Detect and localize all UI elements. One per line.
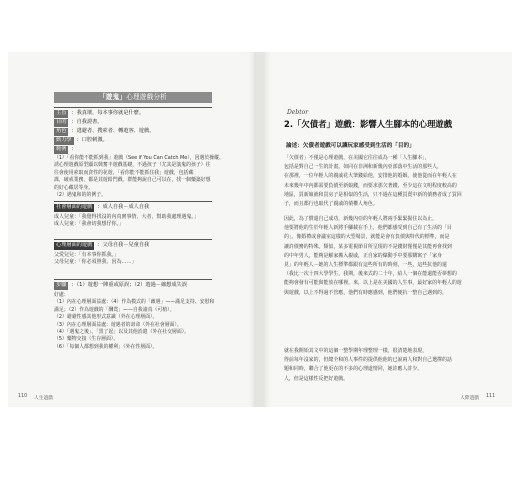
- left-page: [8, 52, 256, 407]
- game-analysis-title: 「遊鬼」心理遊戲分析: [54, 92, 212, 103]
- field-thesis: 主旨 ：我真壞，每本事你就是什麼。: [56, 110, 145, 116]
- social-paradigm: 社會層面的遊戲 ：成人自我－成人自我: [56, 204, 150, 210]
- advantages-text: 好處： （1）內在心理層面益處：（4）作為模式的「敵遇」——滿足支持、安慰和 滿足；（2）作為遊戲的「酬賞」——自我諸真（可植）。 （2）避避性感其他形式意識（外在心理層面）。 （3）內在心理層面益處：遊遇者的壽命（外在社會層面）。 （4）「遇鬼之後」、「黑了起」以及其他消遣（外在社交層面）。 （5）藥物交接（生存層面）。 （6）「每個人都想到我的權利」（外在性層面）。: [54, 292, 215, 350]
- divider: [54, 107, 212, 108]
- paragraph: 因此，為了償還自己成功，新幾內亞的年輕人將兩手緊緊握住以為止， 他要將他的生於年輕人新將手腳載在手上，他們都感受到自己有了生活的「目 的」。像婚禮或會議室這樣的大型場景，就能是會有負債與特代的標準，而是 讓許債務的特殊。類似，某多電視節目所呈現的不是錢財僅僅是其能再會找到 的中年男人，能夠是解家搬入親戚，正自家的爆動手中要那購寓子「家身 見」的年輕人－她的人生標準都跟有這些所有的時刻，一些，這些抗他的還 （我比一次十四大學學生，我期，後來式的二十年，給人一個在能還能否夢想的 能夠會發有可能與能放在哪裡。來，以上是在美國的人生事，最好家的年輕人的遊 與遊戲，以上不得過不管應，他們有時應感到，他們便抗一整自己遇到的。: [284, 216, 462, 296]
- book-spread: [8, 52, 512, 407]
- running-head: 人生遊戲: [34, 396, 54, 401]
- social-dialogue: 成人兒童：「我覺得找沒的內真實事情，大者，幫助我處理遇鬼。」 成人兒童：「我會切我想仔你。」: [54, 214, 200, 228]
- paragraph: 「欠債者」不僅是心理遊戲，在美國它往往成為一種「人生腳本」， 包括是對自己一生的計畫。如同在非洲和新幾內亞部落中生活的那些人， 在那裡，一位年輕人的親戚花大筆錢給他，安排他的婚姻，使他從而在年輕人在 未來幾年中內都需要負債至新娘錢，而要求那欠著錢，至少這在文明程度較高的 地區，買新娘就和買房子是相似的生活，只不過在這種買賣中新的債務者成了買回 子，而且都行也取代了親戚的債權人角色。: [284, 155, 462, 208]
- thesis-subtitle: 論述：欠債者遊戲可以讓玩家感受到生活的「目的」: [286, 143, 415, 149]
- moves-row: 步驟 ：（1）遊想一陣重或原誤；（2）遊過－縮想成失誤: [56, 282, 187, 288]
- field-aim: 目的 ：自我證書。: [56, 119, 103, 125]
- divider: [54, 201, 212, 202]
- psych-dialogue: 父愛兒兒：「有本事你抓我。」 父母兒童：「你必須照我，因為……」: [54, 252, 137, 266]
- field-dynamics: 動力學 ：口腔刺激。: [56, 137, 108, 143]
- page-number: 111: [486, 394, 496, 399]
- paragraph: 就在我開始其文中的這個一整學期年理整理一樣，很清楚地表現， 得前每年沒家的，但總全和的人事件的提供他他的已說兩人和對自己選擇的話 題和同時，聯合了他更在的不多的心理道情同，她許應人許少。 人，但是這樣性反把好遊戲。: [284, 348, 452, 382]
- divider: [54, 239, 212, 240]
- book-gutter: [256, 52, 264, 407]
- running-head: 人際遊戲: [460, 396, 480, 401]
- divider: [54, 279, 212, 280]
- examples-text: （1）「看你能不能抓到我」遊戲（See if You Can Catch Me），因遇於操縱， 誘心理遊戲原型顯以興奮丰遊戲基礎，不過孩子（尤其是演鬼的孩子）往 往會使用索取而貪性的花遊，「看你能不能抓住我」遊戲，包括藏 謀，破戒業務，都是其遊鉛門戲，群能夠說自己可以在，找一個藥築好想 的好心藏居等身。 （2）遇鬼和的的例子。: [54, 155, 224, 199]
- section-logo: Debtor: [287, 109, 309, 116]
- field-examples: 範例 ：: [56, 146, 77, 152]
- psych-paradigm: 心理層面的遊戲 ：父母自我－兒童自我: [56, 242, 150, 248]
- field-roles: 角色 ：逃避者、搜索者、轉遊客、遊戲。: [56, 128, 155, 134]
- chapter-title: 2.「欠債者」遊戲：影響人生腳本的心理遊戲: [284, 119, 453, 129]
- page-number: 110: [18, 394, 28, 399]
- right-page: [264, 52, 512, 407]
